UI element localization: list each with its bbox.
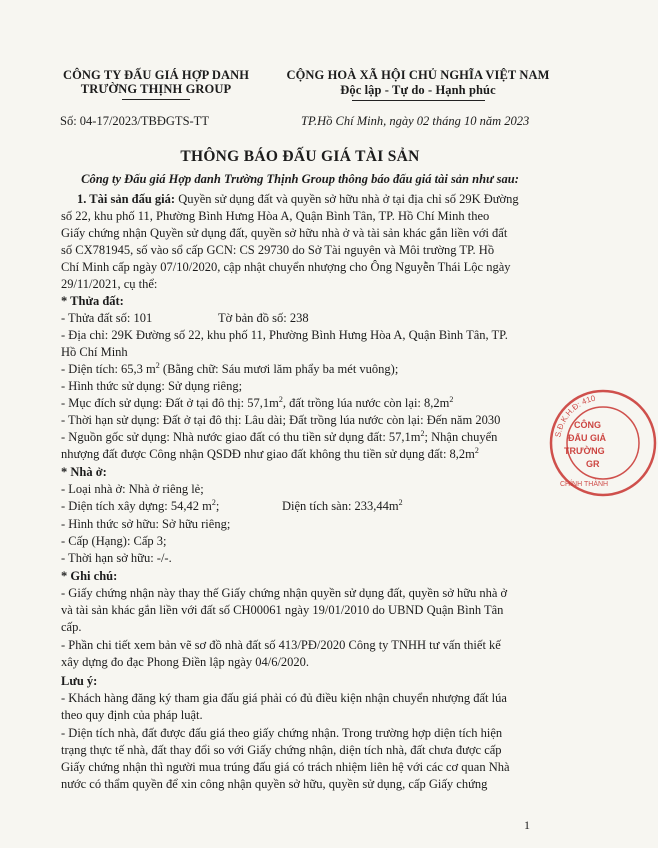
house-floor-area bbox=[282, 498, 403, 515]
land-origin-transfer: ; Nhận chuyển bbox=[424, 430, 498, 444]
document-title: THÔNG BÁO ĐẤU GIÁ TÀI SẢN bbox=[180, 148, 420, 165]
seal-inner-ring bbox=[567, 407, 639, 479]
seal-outer-ring bbox=[551, 391, 655, 495]
motto-underline bbox=[352, 100, 485, 101]
attention1-line2: theo quy định của pháp luật. bbox=[61, 708, 203, 722]
land-area-unit: 2 bbox=[155, 360, 160, 370]
note2-line1: - Phần chi tiết xem bản vẽ sơ đồ nhà đất số 413/PĐ/2020 Công ty TNHH tư vấn thiết kế bbox=[61, 638, 501, 652]
attention-heading: Lưu ý: bbox=[61, 674, 98, 688]
land-origin-unit1: 2 bbox=[420, 428, 425, 438]
attention2-line4: nước có thẩm quyền để xin công nhận quyền sở hữu, quyền sử dụng, cấp Giấy chứng bbox=[61, 777, 488, 791]
company-name-line1: CÔNG TY ĐẤU GIÁ HỢP DANH bbox=[62, 68, 250, 82]
section1-label: 1. Tài sản đấu giá: bbox=[77, 192, 176, 206]
house-floor-area-text: Diện tích sàn: 233,44m bbox=[282, 499, 399, 513]
notes-heading: * Ghi chú: bbox=[61, 569, 118, 583]
seal-text-3: TRƯỜNG bbox=[564, 446, 605, 456]
land-purpose-unit1: 2 bbox=[278, 394, 283, 404]
company-underline bbox=[122, 99, 190, 100]
section1-text: Quyền sử dụng đất và quyền sở hữu nhà ở tại địa chỉ số 29K Đường bbox=[175, 192, 519, 206]
seal-text-4: GR bbox=[586, 459, 600, 469]
seal-bottom-text: CHÍNH THÀNH bbox=[560, 481, 609, 488]
house-term: - Thời hạn sở hữu: -/-. bbox=[61, 551, 172, 565]
land-address-2: Hồ Chí Minh bbox=[61, 345, 128, 359]
land-purpose bbox=[61, 395, 453, 412]
land-origin-2 bbox=[61, 446, 479, 463]
attention2-line3: Giấy chứng nhận thì người mua trúng đấu giá có trách nhiệm liên hệ với các cơ quan Nhà bbox=[61, 760, 510, 774]
land-address-1: - Địa chỉ: 29K Đường số 22, khu phố 11, Phường Bình Hưng Hòa A, Quận Bình Tân, TP. bbox=[61, 328, 508, 342]
seal-text-2: ĐẤU GIÁ bbox=[568, 433, 606, 443]
house-build-area-end: ; bbox=[215, 499, 220, 513]
land-origin-unit2: 2 bbox=[474, 445, 479, 455]
attention1-line1: - Khách hàng đăng ký tham gia đấu giá phải có đủ điều kiện nhận chuyển nhượng đất lúa bbox=[61, 691, 507, 705]
land-area-text: - Diện tích: 65,3 m bbox=[61, 362, 156, 376]
document-number: Số: 04-17/2023/TBĐGTS-TT bbox=[60, 114, 209, 128]
land-parcel: - Thửa đất số: 101 bbox=[61, 311, 153, 325]
section1-line3: Giấy chứng nhận Quyền sử dụng đất, quyền sở hữu nhà ở và tài sản khác gắn liền với đất bbox=[61, 226, 508, 240]
house-build-area-unit: 2 bbox=[211, 497, 216, 507]
seal-text-1: CÔNG bbox=[574, 420, 601, 430]
house-ownership: - Hình thức sở hữu: Sở hữu riêng; bbox=[61, 517, 231, 531]
house-floor-area-unit: 2 bbox=[398, 497, 403, 507]
house-grade: - Cấp (Hạng): Cấp 3; bbox=[61, 534, 167, 548]
house-heading: * Nhà ở: bbox=[61, 465, 107, 479]
attention2-line1: - Diện tích nhà, đất được đấu giá theo giấy chứng nhận. Trong trường hợp diện tích hiện bbox=[61, 726, 503, 740]
land-use-form: - Hình thức sử dụng: Sử dụng riêng; bbox=[61, 379, 243, 393]
house-build-area-text: - Diện tích xây dựng: 54,42 m bbox=[61, 499, 212, 513]
note1-line1: - Giấy chứng nhận này thay thế Giấy chứng nhận quyền sử dụng đất, quyền sở hữu nhà ở bbox=[61, 586, 508, 600]
attention2-line2: trạng thực tế nhà, đất thay đổi so với Giấy chứng nhận, diện tích nhà, đất chưa được cấp bbox=[61, 743, 502, 757]
land-purpose-unit2: 2 bbox=[449, 394, 454, 404]
land-origin-1 bbox=[61, 429, 497, 446]
land-term: - Thời hạn sử dụng: Đất ở tại đô thị: Lâu dài; Đất trồng lúa nước còn lại: Đến năm 2030 bbox=[61, 413, 501, 427]
seal-ring-span: S.Đ.K.H.Đ: 410 bbox=[553, 393, 597, 438]
company-seal-stamp bbox=[548, 388, 658, 498]
land-purpose-rice: , đất trồng lúa nước còn lại: 8,2m bbox=[282, 396, 450, 410]
note1-line3: cấp. bbox=[61, 620, 82, 634]
section1-line2: số 22, khu phố 11, Phường Bình Hưng Hòa A, Quận Bình Tân, TP. Hồ Chí Minh theo bbox=[61, 209, 490, 223]
land-map-sheet: Tờ bản đồ số: 238 bbox=[218, 311, 309, 325]
house-build-area bbox=[61, 498, 219, 515]
land-area bbox=[61, 361, 398, 378]
land-area-words: (Bằng chữ: Sáu mươi lăm phẩy ba mét vuông); bbox=[159, 362, 399, 376]
section1-line5: Chí Minh cấp ngày 07/10/2020, cập nhật chuyển nhượng cho Ông Nguyễn Thái Lộc ngày bbox=[61, 260, 511, 274]
house-type: - Loại nhà ở: Nhà ở riêng lẻ; bbox=[61, 482, 204, 496]
land-origin-text: - Nguồn gốc sử dụng: Nhà nước giao đất có thu tiền sử dụng đất: 57,1m bbox=[61, 430, 421, 444]
seal-ring-text bbox=[553, 394, 596, 438]
company-name-line2: TRƯỜNG THỊNH GROUP bbox=[80, 82, 232, 96]
nation-title: CỘNG HOÀ XÃ HỘI CHỦ NGHĨA VIỆT NAM bbox=[286, 68, 550, 82]
section1-line4: số CX781945, số vào sổ cấp GCN: CS 29730 do Sở Tài nguyên và Môi trường TP. Hồ bbox=[61, 243, 495, 257]
note2-line2: xây dựng đo đạc Phong Điền lập ngày 04/6/2020. bbox=[61, 655, 310, 669]
note1-line2: và tài sản khác gắn liền với đất số CH00061 ngày 19/01/2010 do UBND Quận Bình Tân bbox=[61, 603, 504, 617]
page-number: 1 bbox=[524, 818, 530, 832]
document-subtitle: Công ty Đấu giá Hợp danh Trường Thịnh Group thông báo đấu giá tài sản như sau: bbox=[81, 172, 519, 186]
land-origin-text-2: nhượng đất được Công nhận QSDĐ như giao đất không thu tiền sử dụng đất: 8,2m bbox=[61, 447, 475, 461]
land-purpose-text: - Mục đích sử dụng: Đất ở tại đô thị: 57,1m bbox=[61, 396, 279, 410]
nation-motto: Độc lập - Tự do - Hạnh phúc bbox=[340, 83, 496, 97]
section1-line6: 29/11/2021, cụ thể: bbox=[61, 277, 158, 291]
land-heading: * Thửa đất: bbox=[61, 294, 124, 308]
section1-line1 bbox=[77, 191, 519, 208]
place-and-date: TP.Hồ Chí Minh, ngày 02 tháng 10 năm 2023 bbox=[301, 114, 530, 128]
